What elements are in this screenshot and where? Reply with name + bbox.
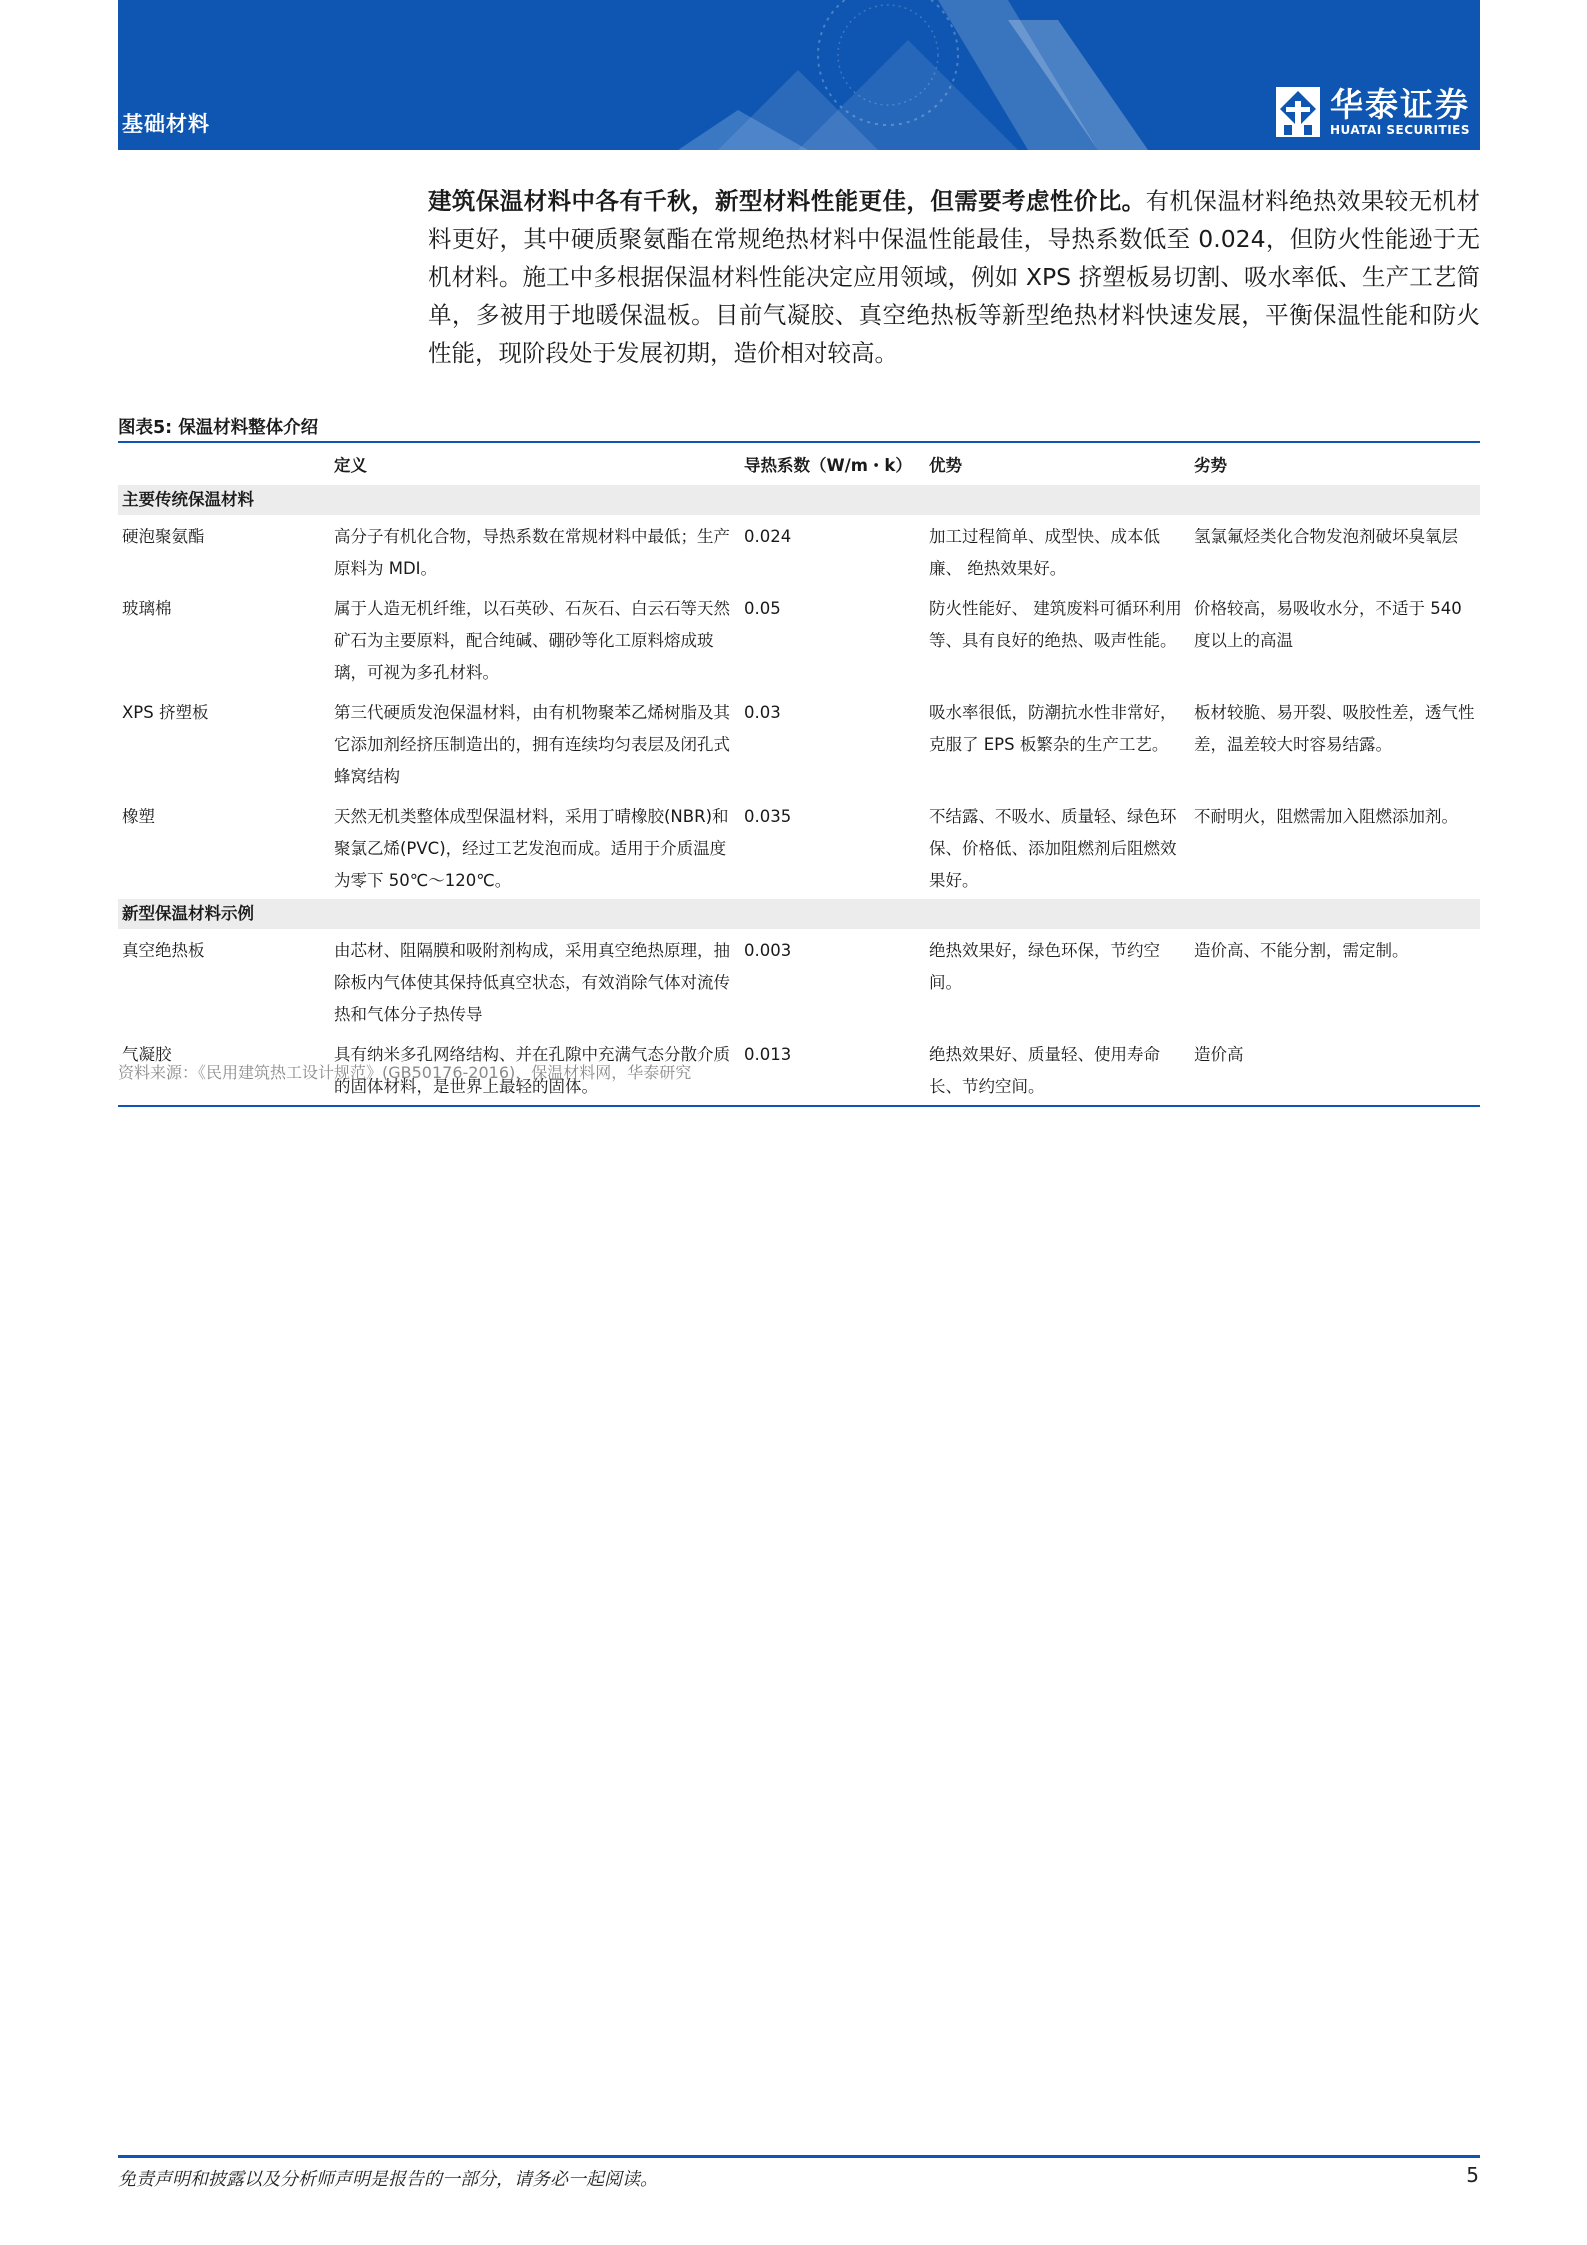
figure-title [118,414,318,439]
material-disadvantage: 不耐明火，阻燃需加入阻燃添加剂。 [1194,807,1458,826]
materials-table [118,441,1480,1107]
table-row [118,929,1480,1033]
material-name: XPS 挤塑板 [122,703,209,722]
huatai-logo-icon [1276,87,1320,137]
material-conductivity: 0.024 [744,527,792,546]
footer-divider [118,2155,1480,2158]
column-header: 定义 [334,456,367,475]
logo-english-name: HUATAI SECURITIES [1329,123,1470,137]
material-name: 气凝胶 [122,1045,172,1064]
material-name: 硬泡聚氨酯 [122,527,205,546]
material-advantage: 绝热效果好，绿色环保，节约空间。 [929,941,1160,992]
material-name: 真空绝热板 [122,941,205,960]
page-number: 5 [1466,2163,1479,2187]
intro-body: 有机保温材料绝热效果较无机材料更好，其中硬质聚氨酯在常规绝热材料中保温性能最佳，导热系数低至 0.024，但防火性能逊于无机材料。施工中多根据保温材料性能决定应用领域，例如 XPS 挤塑板易切割、吸水率低、生产工艺简单，多被用于地暖保温板。目前气凝胶、真空绝热板等新型绝热材料快速发展，平衡保温性能和防火性能，现阶段处于发展初期，造价相对较高。 [428,187,1481,367]
material-conductivity: 0.05 [744,599,781,618]
material-disadvantage: 造价高 [1194,1045,1244,1064]
company-logo [1276,82,1470,142]
footer-disclaimer: 免责声明和披露以及分析师声明是报告的一部分，请务必一起阅读。 [118,2169,658,2190]
header-banner [118,0,1480,150]
material-disadvantage: 板材较脆、易开裂、吸胶性差，透气性差，温差较大时容易结露。 [1194,703,1475,754]
material-conductivity: 0.035 [744,807,792,826]
material-advantage: 吸水率很低，防潮抗水性非常好， 克服了 EPS 板繁杂的生产工艺。 [929,703,1177,754]
table-row [118,515,1480,587]
material-advantage: 绝热效果好、质量轻、使用寿命长、节约空间。 [929,1045,1160,1096]
table-group-row [118,485,1480,515]
table-row [118,587,1480,691]
material-definition: 高分子有机化合物，导热系数在常规材料中最低；生产原料为 MDI。 [334,527,730,578]
figure-title-text: 保温材料整体介绍 [178,418,319,438]
material-conductivity: 0.003 [744,941,792,960]
material-conductivity: 0.013 [744,1045,792,1064]
material-definition: 属于人造无机纤维，以石英砂、石灰石、白云石等天然矿石为主要原料，配合纯碱、硼砂等化工原料熔成玻璃，可视为多孔材料。 [334,599,730,682]
material-definition: 第三代硬质发泡保温材料，由有机物聚苯乙烯树脂及其它添加剂经挤压制造出的，拥有连续均匀表层及闭孔式蜂窝结构 [334,703,730,786]
material-definition: 由芯材、阻隔膜和吸附剂构成，采用真空绝热原理，抽除板内气体使其保持低真空状态，有效消除气体对流传热和气体分子热传导 [334,941,730,1024]
material-advantage: 防火性能好、 建筑废料可循环利用等、具有良好的绝热、吸声性能。 [929,599,1182,650]
column-header: 导热系数（W/m・k） [744,456,912,475]
material-definition: 具有纳米多孔网络结构、并在孔隙中充满气态分散介质的固体材料，是世界上最轻的固体。 [334,1045,730,1096]
intro-lead-sentence: 建筑保温材料中各有千秋，新型材料性能更佳，但需要考虑性价比。 [428,187,1146,215]
material-disadvantage: 价格较高，易吸收水分，不适于 540度以上的高温 [1194,599,1462,650]
intro-paragraph [428,182,1480,372]
column-header: 劣势 [1194,456,1227,475]
logo-chinese-name: 华泰证券 [1329,85,1470,124]
table-header-row [118,443,1480,485]
material-name: 橡塑 [122,807,155,826]
group-label: 新型保温材料示例 [118,899,1480,929]
table-group-row [118,899,1480,929]
material-advantage: 加工过程简单、成型快、成本低廉、 绝热效果好。 [929,527,1160,578]
material-definition: 天然无机类整体成型保温材料，采用丁晴橡胶(NBR)和聚氯乙烯(PVC)，经过工艺发泡而成。适用于介质温度为零下 50℃～120℃。 [334,807,729,890]
material-advantage: 不结露、不吸水、质量轻、绿色环保、价格低、添加阻燃剂后阻燃效果好。 [929,807,1177,890]
column-header: 优势 [929,456,962,475]
material-disadvantage: 造价高、不能分割，需定制。 [1194,941,1409,960]
group-label: 主要传统保温材料 [118,485,1480,515]
figure-label: 图表5: [118,418,173,438]
material-conductivity: 0.03 [744,703,781,722]
table-row [118,691,1480,795]
table-row [118,795,1480,899]
material-disadvantage: 氢氯氟烃类化合物发泡剂破坏臭氧层 [1194,527,1458,546]
column-header [118,443,330,485]
banner-decoration-icon [678,0,1198,150]
section-label: 基础材料 [122,112,210,136]
figure-source: 资料来源：《民用建筑热工设计规范》(GB50176-2016)，保温材料网，华泰研究 [118,1063,692,1082]
material-name: 玻璃棉 [122,599,172,618]
